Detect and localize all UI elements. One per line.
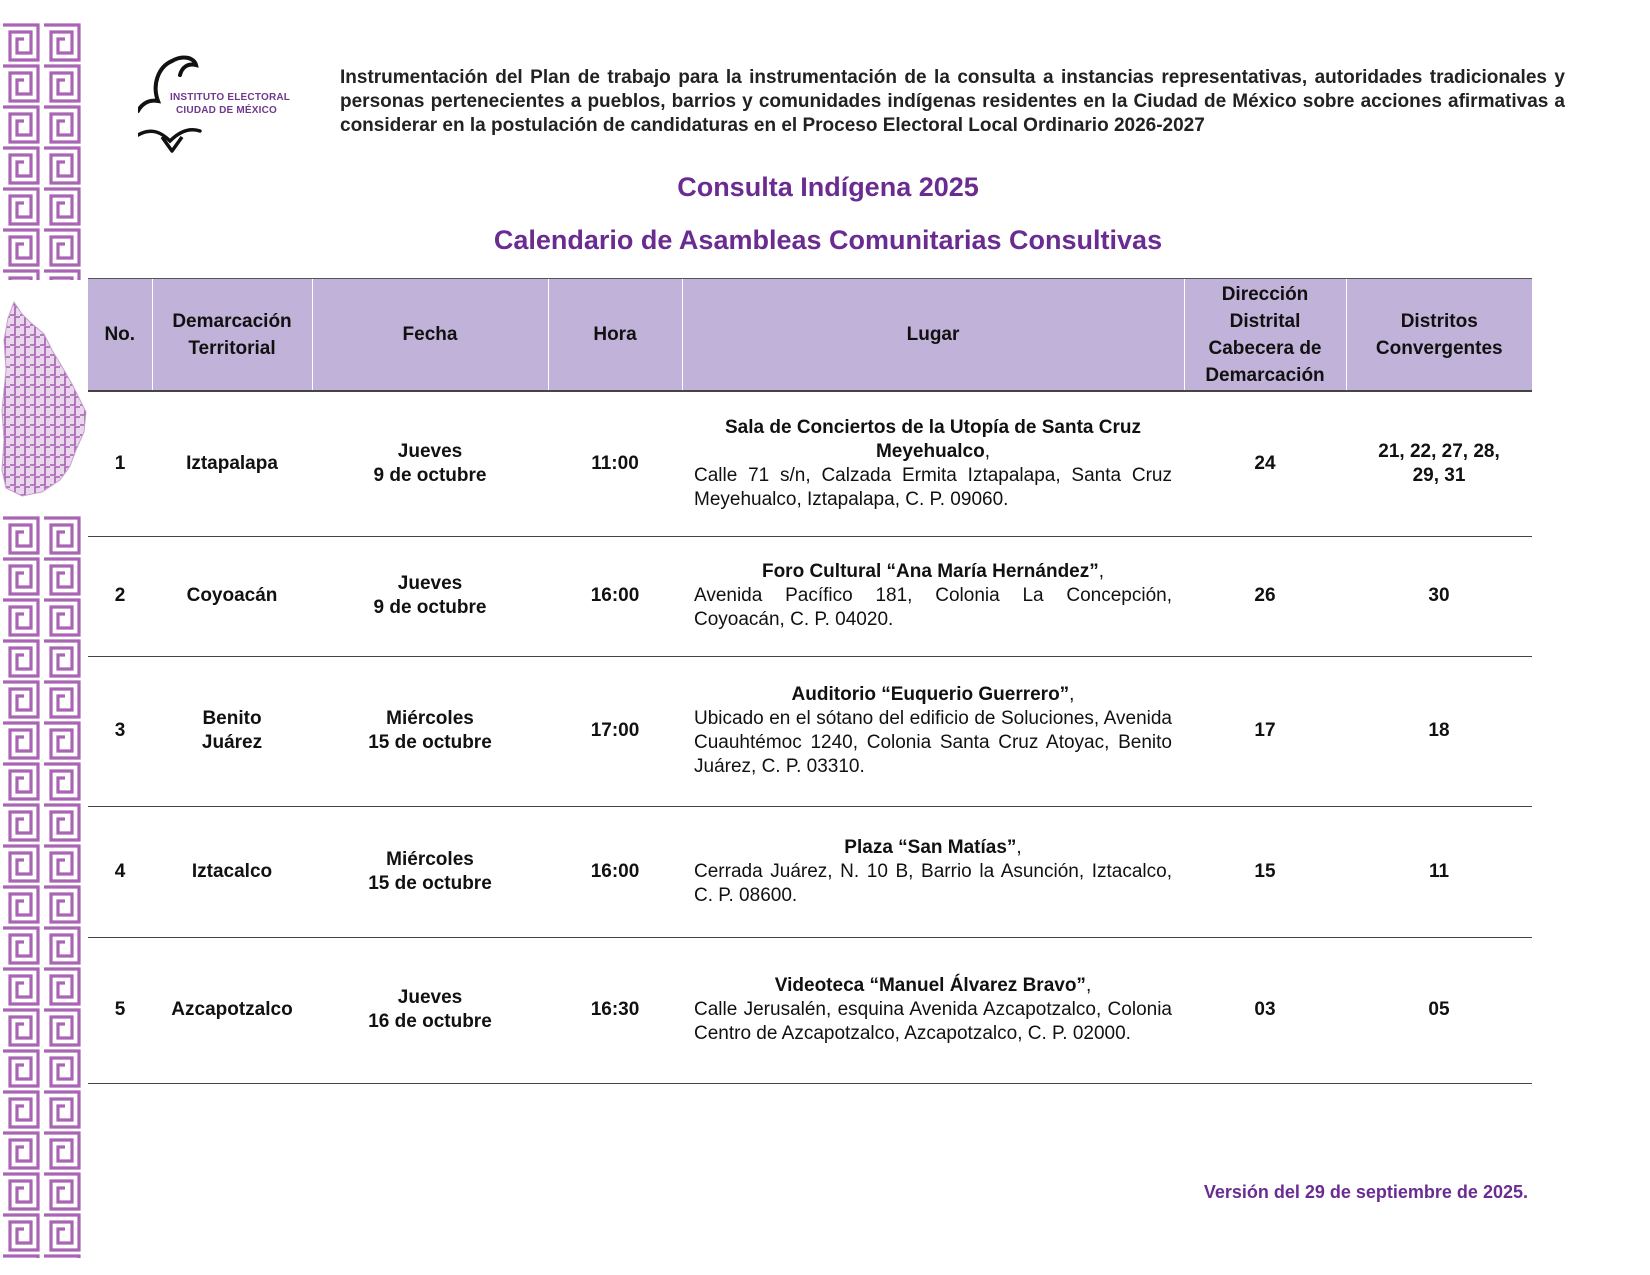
logo-line-2: CIUDAD DE MÉXICO <box>176 105 277 116</box>
header-lugar: Lugar <box>682 279 1184 392</box>
cell-direccion-distrital: 03 <box>1184 937 1346 1083</box>
document-title: Instrumentación del Plan de trabajo para la instrumentación de la consulta a instancias representativas, autoridades tradicionales y personas pertenecientes a pueblos, barrios y comunidades indígenas residentes en la Ciudad de México sobre acciones afirmativas a considerar en la postulación de candidaturas en el Proceso Electoral Local Ordinario 2026-2027 <box>340 67 1565 136</box>
version-note: Versión del 29 de septiembre de 2025. <box>1203 1182 1528 1202</box>
cell-demarcacion: Azcapotzalco <box>152 937 312 1083</box>
lugar-nombre: Plaza “San Matías”, <box>844 836 1022 858</box>
logo-line-1: INSTITUTO ELECTORAL <box>170 92 291 103</box>
calendar-table-wrapper <box>88 278 1532 1084</box>
header-direccion-distrital: Dirección Distrital Cabecera de Demarcación <box>1184 279 1346 392</box>
cell-no: 1 <box>88 391 152 536</box>
header-hora: Hora <box>548 279 682 392</box>
cell-demarcacion: Iztacalco <box>152 806 312 937</box>
lugar-direccion: Calle Jerusalén, esquina Avenida Azcapotzalco, Colonia Centro de Azcapotzalco, Azcapotzalco, C. P. 02000. <box>694 999 1172 1044</box>
cell-distritos-convergentes: 30 <box>1346 536 1532 656</box>
table-row <box>88 391 1532 536</box>
cell-demarcacion: Benito Juárez <box>152 656 312 806</box>
cell-no: 2 <box>88 536 152 656</box>
cell-demarcacion: Iztapalapa <box>152 391 312 536</box>
table-row <box>88 806 1532 937</box>
cell-direccion-distrital: 26 <box>1184 536 1346 656</box>
lugar-nombre: Foro Cultural “Ana María Hernández”, <box>761 561 1105 582</box>
cell-fecha: Jueves 9 de octubre <box>312 391 548 536</box>
calendar-table <box>88 278 1532 1084</box>
table-row <box>88 656 1532 806</box>
header-fecha: Fecha <box>312 279 548 392</box>
cell-fecha: Miércoles 15 de octubre <box>312 806 548 937</box>
header-demarcacion: Demarcación Territorial <box>152 279 312 392</box>
lugar-nombre: Videoteca “Manuel Álvarez Bravo”, <box>774 975 1092 996</box>
cell-demarcacion: Coyoacán <box>152 536 312 656</box>
lugar-direccion: Cerrada Juárez, N. 10 B, Barrio la Asunción, Iztacalco, C. P. 08600. <box>694 860 1172 906</box>
calendario-title: Calendario de Asambleas Comunitarias Consultivas <box>493 225 1163 255</box>
cell-hora: 11:00 <box>548 391 682 536</box>
header-distritos-convergentes: Distritos Convergentes <box>1346 279 1532 392</box>
greek-key-border-top <box>0 22 82 280</box>
cell-no: 3 <box>88 656 152 806</box>
lugar-nombre: Sala de Conciertos de la Utopía de Santa Cruz Meyehualco, <box>725 416 1141 462</box>
mexico-city-map-icon <box>0 300 92 505</box>
header-no: No. <box>88 279 152 392</box>
cell-lugar <box>682 937 1184 1083</box>
cell-fecha: Jueves 16 de octubre <box>312 937 548 1083</box>
cell-lugar <box>682 536 1184 656</box>
cell-distritos-convergentes: 11 <box>1346 806 1532 937</box>
cell-hora: 16:30 <box>548 937 682 1083</box>
cell-hora: 16:00 <box>548 536 682 656</box>
lugar-direccion: Calle 71 s/n, Calzada Ermita Iztapalapa, Santa Cruz Meyehualco, Iztapalapa, C. P. 09060. <box>694 464 1172 510</box>
cell-no: 5 <box>88 937 152 1083</box>
greek-key-border-bottom <box>0 515 82 1258</box>
cell-direccion-distrital: 15 <box>1184 806 1346 937</box>
table-row <box>88 937 1532 1083</box>
cell-lugar <box>682 391 1184 536</box>
cell-distritos-convergentes: 18 <box>1346 656 1532 806</box>
cell-direccion-distrital: 17 <box>1184 656 1346 806</box>
cell-fecha: Jueves 9 de octubre <box>312 536 548 656</box>
lugar-direccion: Ubicado en el sótano del edificio de Soluciones, Avenida Cuauhtémoc 1240, Colonia Santa Cruz Atoyac, Benito Juárez, C. P. 03310. <box>694 708 1172 777</box>
cell-distritos-convergentes: 21, 22, 27, 28, 29, 31 <box>1346 391 1532 536</box>
cell-no: 4 <box>88 806 152 937</box>
lugar-direccion: Avenida Pacífico 181, Colonia La Concepción, Coyoacán, C. P. 04020. <box>694 585 1172 630</box>
consulta-title: Consulta Indígena 2025 <box>677 172 979 202</box>
cell-hora: 16:00 <box>548 806 682 937</box>
cell-fecha: Miércoles 15 de octubre <box>312 656 548 806</box>
cell-lugar <box>682 806 1184 937</box>
table-row <box>88 536 1532 656</box>
cell-direccion-distrital: 24 <box>1184 391 1346 536</box>
iecm-logo-text <box>170 91 290 117</box>
cell-distritos-convergentes: 05 <box>1346 937 1532 1083</box>
table-header-row <box>88 279 1532 392</box>
cell-hora: 17:00 <box>548 656 682 806</box>
cell-lugar <box>682 656 1184 806</box>
lugar-nombre: Auditorio “Euquerio Guerrero”, <box>791 684 1075 705</box>
